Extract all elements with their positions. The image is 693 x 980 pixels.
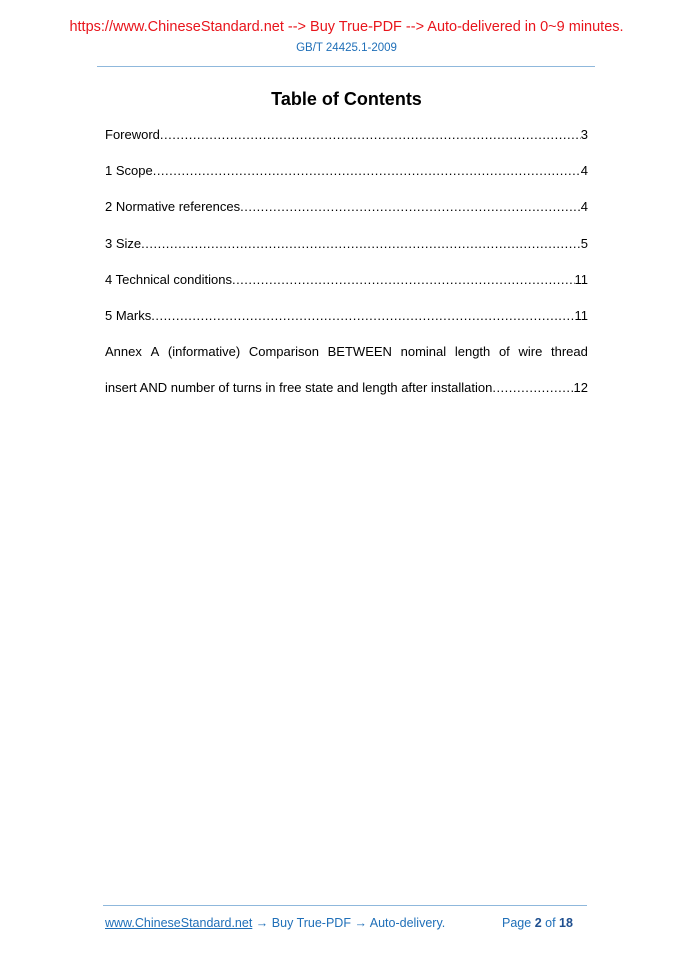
annex-word: nominal xyxy=(400,344,447,360)
table-of-contents xyxy=(105,126,588,416)
arrow-right-icon: → xyxy=(354,916,367,930)
toc-entry-annex-a-line-1[interactable] xyxy=(105,343,588,361)
toc-entry-page: 12 xyxy=(573,380,588,396)
toc-entry-page: 11 xyxy=(574,271,588,287)
toc-entry-normative-references[interactable] xyxy=(105,198,588,216)
current-page-number: 2 xyxy=(534,916,542,930)
annex-word: A xyxy=(150,344,160,360)
toc-entry-page: 4 xyxy=(580,199,588,215)
dot-leader xyxy=(492,379,573,397)
toc-title: Table of Contents xyxy=(271,89,422,109)
header-divider xyxy=(97,66,595,67)
dot-leader xyxy=(153,162,581,180)
toc-entry-label: 5 Marks xyxy=(105,307,152,323)
toc-entry-marks[interactable] xyxy=(105,307,588,325)
dot-leader xyxy=(160,126,581,144)
arrow-right-icon: → xyxy=(255,916,269,930)
toc-entry-page: 11 xyxy=(574,307,588,323)
toc-entry-label: 3 Size xyxy=(105,235,142,251)
footer-divider xyxy=(103,905,587,906)
annex-word: wire xyxy=(518,344,543,360)
dot-leader xyxy=(240,198,581,216)
annex-word: Annex xyxy=(105,344,142,360)
toc-entry-label: 2 Normative references xyxy=(105,199,241,215)
page-label: Page xyxy=(502,916,532,930)
toc-entry-scope[interactable] xyxy=(105,162,588,180)
toc-entry-label: insert AND number of turns in free state and length after installation xyxy=(105,380,493,396)
total-pages: 18 xyxy=(559,916,573,930)
annex-word: thread xyxy=(551,344,588,360)
toc-entry-technical-conditions[interactable] xyxy=(105,271,588,289)
dot-leader xyxy=(151,307,574,325)
toc-entry-size[interactable] xyxy=(105,235,588,253)
toc-entry-label: Foreword xyxy=(105,127,160,142)
toc-entry-page: 3 xyxy=(580,127,588,142)
of-label: of xyxy=(545,916,556,930)
annex-word: of xyxy=(498,344,510,360)
toc-entry-annex-a-line-2[interactable] xyxy=(105,379,588,397)
footer-website-link[interactable]: www.ChineseStandard.net xyxy=(105,916,253,930)
footer-delivery-text: Auto-delivery. xyxy=(369,916,446,930)
toc-entry-label: 1 Scope xyxy=(105,163,153,179)
annex-word: BETWEEN xyxy=(327,344,392,360)
dot-leader xyxy=(232,271,575,289)
annex-word: Comparison xyxy=(248,344,319,360)
toc-entry-label: 4 Technical conditions xyxy=(105,271,232,287)
annex-word: (informative) xyxy=(167,344,241,360)
toc-entry-foreword[interactable] xyxy=(105,126,588,144)
standard-code: GB/T 24425.1-2009 xyxy=(296,42,397,54)
page-indicator xyxy=(502,916,573,930)
promo-banner-link[interactable]: https://www.ChineseStandard.net --> Buy True-PDF --> Auto-delivered in 0~9 minutes. xyxy=(69,19,624,35)
toc-entry-page: 5 xyxy=(580,235,588,251)
footer-promo xyxy=(105,916,445,930)
toc-entry-page: 4 xyxy=(580,163,588,179)
annex-word: length xyxy=(454,344,491,360)
dot-leader xyxy=(141,235,581,253)
footer-buy-text: Buy True-PDF xyxy=(271,916,351,930)
